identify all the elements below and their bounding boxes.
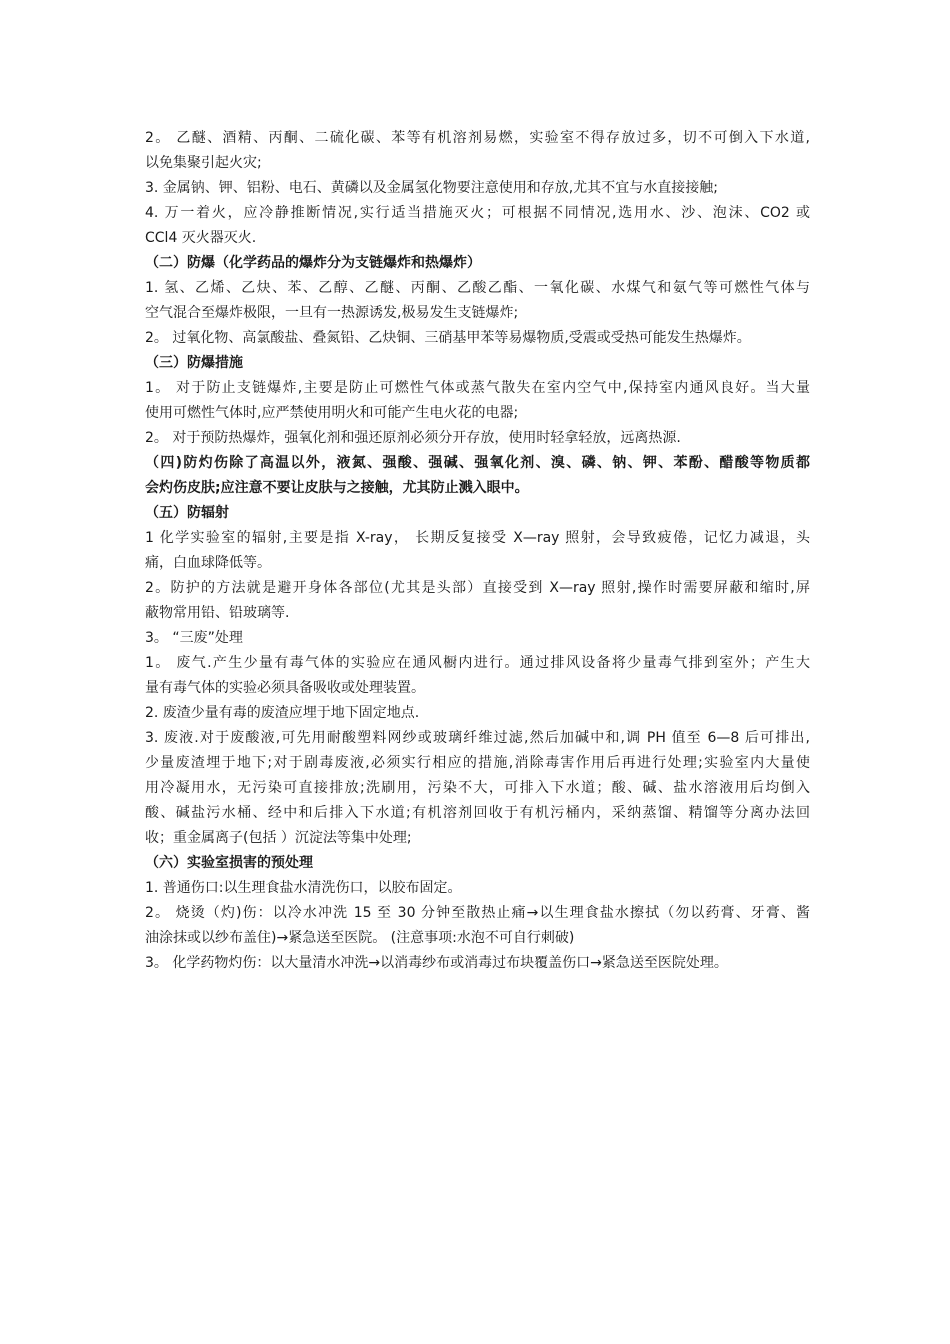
section-heading-line: （四)防灼伤除了高温以外，液氮、强酸、强碱、强氧化剂、溴、磷、钠、钾、苯酚、醋酸等物质都 [145, 455, 810, 471]
text-line: 少量废渣埋于地下;对于剧毒废液,必须实行相应的措施,消除毒害作用后再进行处理;实验室内大量使 [145, 755, 810, 771]
text-line: 用冷凝用水，无污染可直接排放;洗刷用，污染不大，可排入下水道；酸、碱、盐水溶液用后均倒入 [145, 780, 810, 796]
section-heading-line: （六）实验室损害的预处理 [145, 855, 313, 871]
text-line: 2。 对于预防热爆炸，强氧化剂和强还原剂必须分开存放，使用时轻拿轻放，远离热源. [145, 430, 681, 446]
text-line: 1. 普通伤口:以生理食盐水清洗伤口，以胶布固定。 [145, 880, 462, 896]
text-line: 2。防护的方法就是避开身体各部位(尤其是头部）直接受到 X—ray 照射,操作时需要屏蔽和缩时,屏 [145, 580, 810, 596]
section-heading-line: （三）防爆措施 [145, 355, 243, 371]
text-line: 2。 过氧化物、高氯酸盐、叠氮铅、乙炔铜、三硝基甲苯等易爆物质,受震或受热可能发生热爆炸。 [145, 330, 751, 346]
text-line: 2. 废渣少量有毒的废渣应埋于地下固定地点. [145, 705, 420, 721]
text-line: 量有毒气体的实验必须具备吸收或处理装置。 [145, 680, 425, 696]
text-line: 痛，白血球降低等。 [145, 555, 271, 571]
text-line: 空气混合至爆炸极限，一旦有一热源诱发,极易发生支链爆炸; [145, 305, 519, 321]
text-line: 蔽物常用铅、铅玻璃等. [145, 605, 290, 621]
text-line: 1 化学实验室的辐射,主要是指 X-ray， 长期反复接受 X—ray 照射，会导致疲倦，记忆力减退，头 [145, 530, 810, 546]
text-line: 1。 对于防止支链爆炸,主要是防止可燃性气体或蒸气散失在室内空气中,保持室内通风良好。当大量 [145, 380, 810, 396]
text-line: 酸、碱盐污水桶、经中和后排入下水道;有机溶剂回收于有机污桶内，采纳蒸馏、精馏等分离办法回 [145, 805, 810, 821]
text-line: 1。 废气.产生少量有毒气体的实验应在通风橱内进行。通过排风设备将少量毒气排到室外；产生大 [145, 655, 810, 671]
text-line: 使用可燃性气体时,应严禁使用明火和可能产生电火花的电器; [145, 405, 519, 421]
section-heading-line: （五）防辐射 [145, 505, 229, 521]
text-line: 2。 乙醚、酒精、丙酮、二硫化碳、苯等有机溶剂易燃，实验室不得存放过多，切不可倒入下水道, [145, 130, 810, 146]
text-line: 3。 化学药物灼伤：以大量清水冲洗→以消毒纱布或消毒过布块覆盖伤口→紧急送至医院处理。 [145, 955, 728, 971]
document-body [145, 126, 810, 976]
text-line: 4. 万一着火，应冷静推断情况,实行适当措施灭火；可根据不同情况,选用水、沙、泡沫、CO2 或 [145, 205, 810, 221]
text-line: 3. 金属钠、钾、铝粉、电石、黄磷以及金属氢化物要注意使用和存放,尤其不宜与水直接接触; [145, 180, 718, 196]
text-line: 3。 “三废”处理 [145, 630, 243, 646]
text-line: CCl4 灭火器灭火. [145, 230, 257, 246]
section-heading-line: （二）防爆（化学药品的爆炸分为支链爆炸和热爆炸） [145, 255, 481, 271]
text-line: 2。 烧烫（灼)伤：以冷水冲洗 15 至 30 分钟至散热止痛→以生理食盐水擦拭（勿以药膏、牙膏、酱 [145, 905, 810, 921]
text-line: 油涂抹或以纱布盖住)→紧急送至医院。 (注意事项:水泡不可自行刺破) [145, 930, 575, 946]
text-line: 以免集聚引起火灾; [145, 155, 262, 171]
text-line: 1. 氢、乙烯、乙炔、苯、乙醇、乙醚、丙酮、乙酸乙酯、一氧化碳、水煤气和氨气等可燃性气体与 [145, 280, 810, 296]
text-line: 3. 废液.对于废酸液,可先用耐酸塑料网纱或玻璃纤维过滤,然后加碱中和,调 PH 值至 6—8 后可排出, [145, 730, 810, 746]
section-heading-line: 会灼伤皮肤;应注意不要让皮肤与之接触，尤其防止溅入眼中。 [145, 480, 529, 496]
text-line: 收；重金属离子(包括 ）沉淀法等集中处理; [145, 830, 412, 846]
